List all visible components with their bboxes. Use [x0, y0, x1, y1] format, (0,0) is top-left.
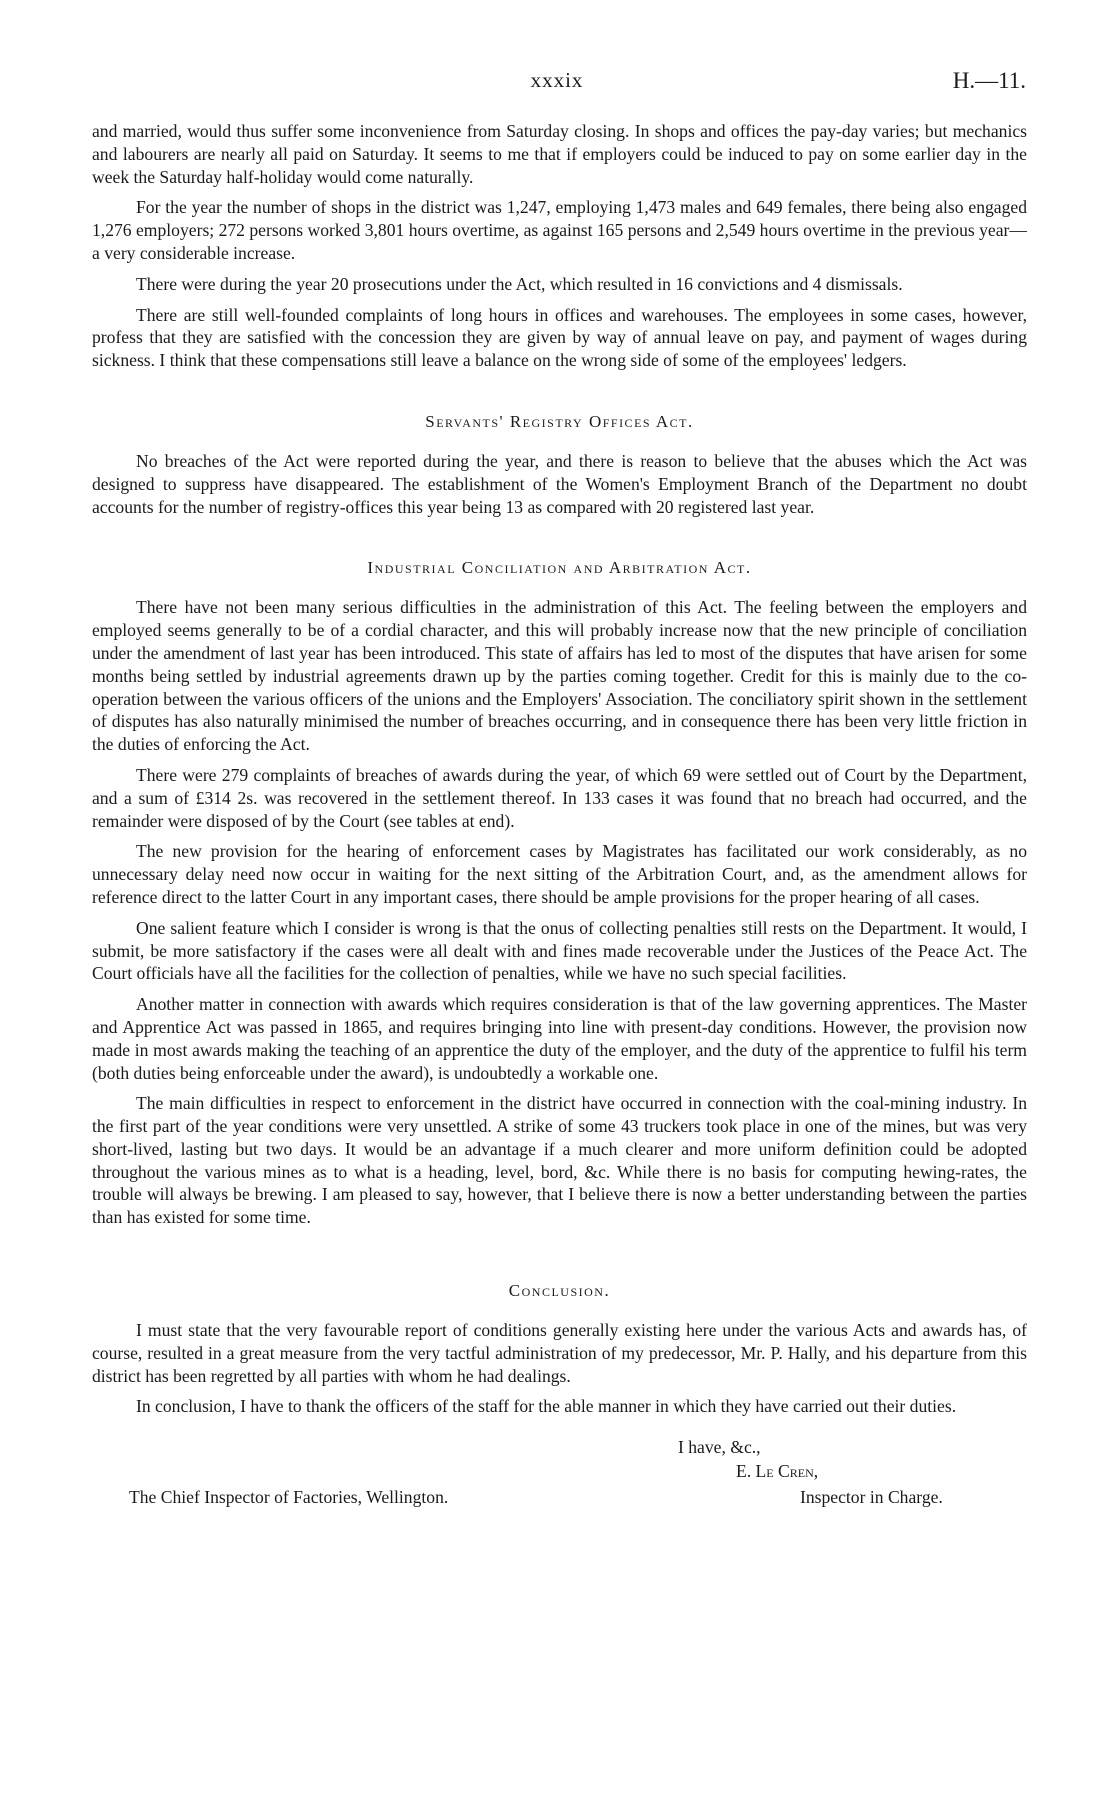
addressee: The Chief Inspector of Factories, Wellington.	[129, 1487, 449, 1508]
page-header	[0, 68, 1114, 98]
body-paragraph: and married, would thus suffer some inconvenience from Saturday closing. In shops and offices the pay-day varies; but mechanics and labourers are nearly all paid on Saturday. It seems to me that if employers could be induced to pay on some earlier day in the week the Saturday half-holiday would come naturally.	[92, 121, 1027, 187]
signature: E. Le Cren,	[736, 1461, 819, 1482]
body-paragraph: For the year the number of shops in the district was 1,247, employing 1,473 males and 649 females, there being also engaged 1,276 employers; 272 persons worked 3,801 hours overtime, as against 165 persons and 2,549 hours overtime in the previous year—a very considerable increase.	[92, 197, 1027, 263]
body-paragraph: There were during the year 20 prosecutions under the Act, which resulted in 16 convictions and 4 dismissals.	[136, 273, 903, 294]
body-paragraph: There are still well-founded complaints of long hours in offices and warehouses. The employees in some cases, however, profess that they are satisfied with the concession they are given by way of annual leave on pay, and payment of wages during sickness. I think that these compensations still leave a balance on the wrong side of some of the employees' ledgers.	[92, 304, 1027, 371]
signatory-title: Inspector in Charge.	[800, 1487, 943, 1508]
body-paragraph: The new provision for the hearing of enforcement cases by Magistrates has facilitated our work considerably, as no unnecessary delay need now occur in waiting for the next sitting of the Arbitration Court, and, as the amendment allows for reference direct to the latter Court in any important cases, there should be ample provisions for the proper hearing of all cases.	[92, 841, 1027, 907]
body-paragraph: No breaches of the Act were reported during the year, and there is reason to believe that the abuses which the Act was designed to suppress have disappeared. The establishment of the Women's Employment Branch of the Department no doubt accounts for the number of registry-offices this year being 13 as compared with 20 registered last year.	[92, 450, 1027, 517]
document-body	[92, 120, 1027, 1526]
section-heading-servants: Servants' Registry Offices Act.	[425, 411, 694, 431]
salutation: I have, &c.,	[678, 1437, 761, 1458]
page-number: xxxix	[530, 68, 584, 92]
body-paragraph: The main difficulties in respect to enforcement in the district have occurred in connection with the coal-mining industry. In the first part of the year conditions were very unsettled. A strike of some 43 truckers took place in one of the mines, but was very short-lived, lasting but two days. It would be an advantage if a much clearer and more uniform definition could be adopted throughout the various mines as to what is a heading, level, bord, &c. While there is no basis for computing hewing-rates, the trouble will always be brewing. I am pleased to say, however, that I believe there is now a better understanding between the parties than has existed for some time.	[92, 1093, 1027, 1228]
section-heading-conclusion: Conclusion.	[508, 1281, 611, 1301]
signoff-block	[92, 1436, 1027, 1526]
body-paragraph: One salient feature which I consider is wrong is that the onus of collecting penalties still rests on the Department. It would, I submit, be more satisfactory if the cases were all dealt with and fines made recoverable under the Justices of the Peace Act. The Court officials have all the facilities for the collection of penalties, while we have no such special facilities.	[92, 917, 1027, 984]
body-paragraph: There were 279 complaints of breaches of awards during the year, of which 69 were settled out of Court by the Department, and a sum of £314 2s. was recovered in the settlement thereof. In 133 cases it was found that no breach had occurred, and the remainder were disposed of by the Court (see tables at end).	[92, 764, 1027, 831]
section-heading-industrial: Industrial Conciliation and Arbitration Act.	[367, 558, 752, 578]
body-paragraph: I must state that the very favourable report of conditions generally existing here under the various Acts and awards has, of course, resulted in a great measure from the very tactful administration of my predecessor, Mr. P. Hally, and his departure from this district has been regretted by all parties with whom he had dealings.	[92, 1320, 1027, 1386]
body-paragraph: Another matter in connection with awards which requires consideration is that of the law governing apprentices. The Master and Apprentice Act was passed in 1865, and requires bringing into line with present-day conditions. However, the provision now made in most awards making the teaching of an apprentice the duty of the employer, and the duty of the apprentice to fulfil his term (both duties being enforceable under the award), is undoubtedly a workable one.	[92, 994, 1027, 1083]
document-reference: H.—11.	[952, 68, 1026, 93]
body-paragraph: In conclusion, I have to thank the officers of the staff for the able manner in which they have carried out their duties.	[136, 1396, 957, 1417]
body-paragraph: There have not been many serious difficulties in the administration of this Act. The feeling between the employers and employed seems generally to be of a cordial character, and this will probably increase now that the new principle of conciliation under the amendment of last year has been introduced. This state of affairs has led to most of the disputes that have arisen for some months being settled by industrial agreements drawn up by the parties coming together. Credit for this is mainly due to the co-operation between the various officers of the unions and the Employers' Association. The conciliatory spirit shown in the settlement of disputes has also naturally minimised the number of breaches occurring, and in consequence there has been very little friction in the duties of enforcing the Act.	[92, 597, 1027, 755]
